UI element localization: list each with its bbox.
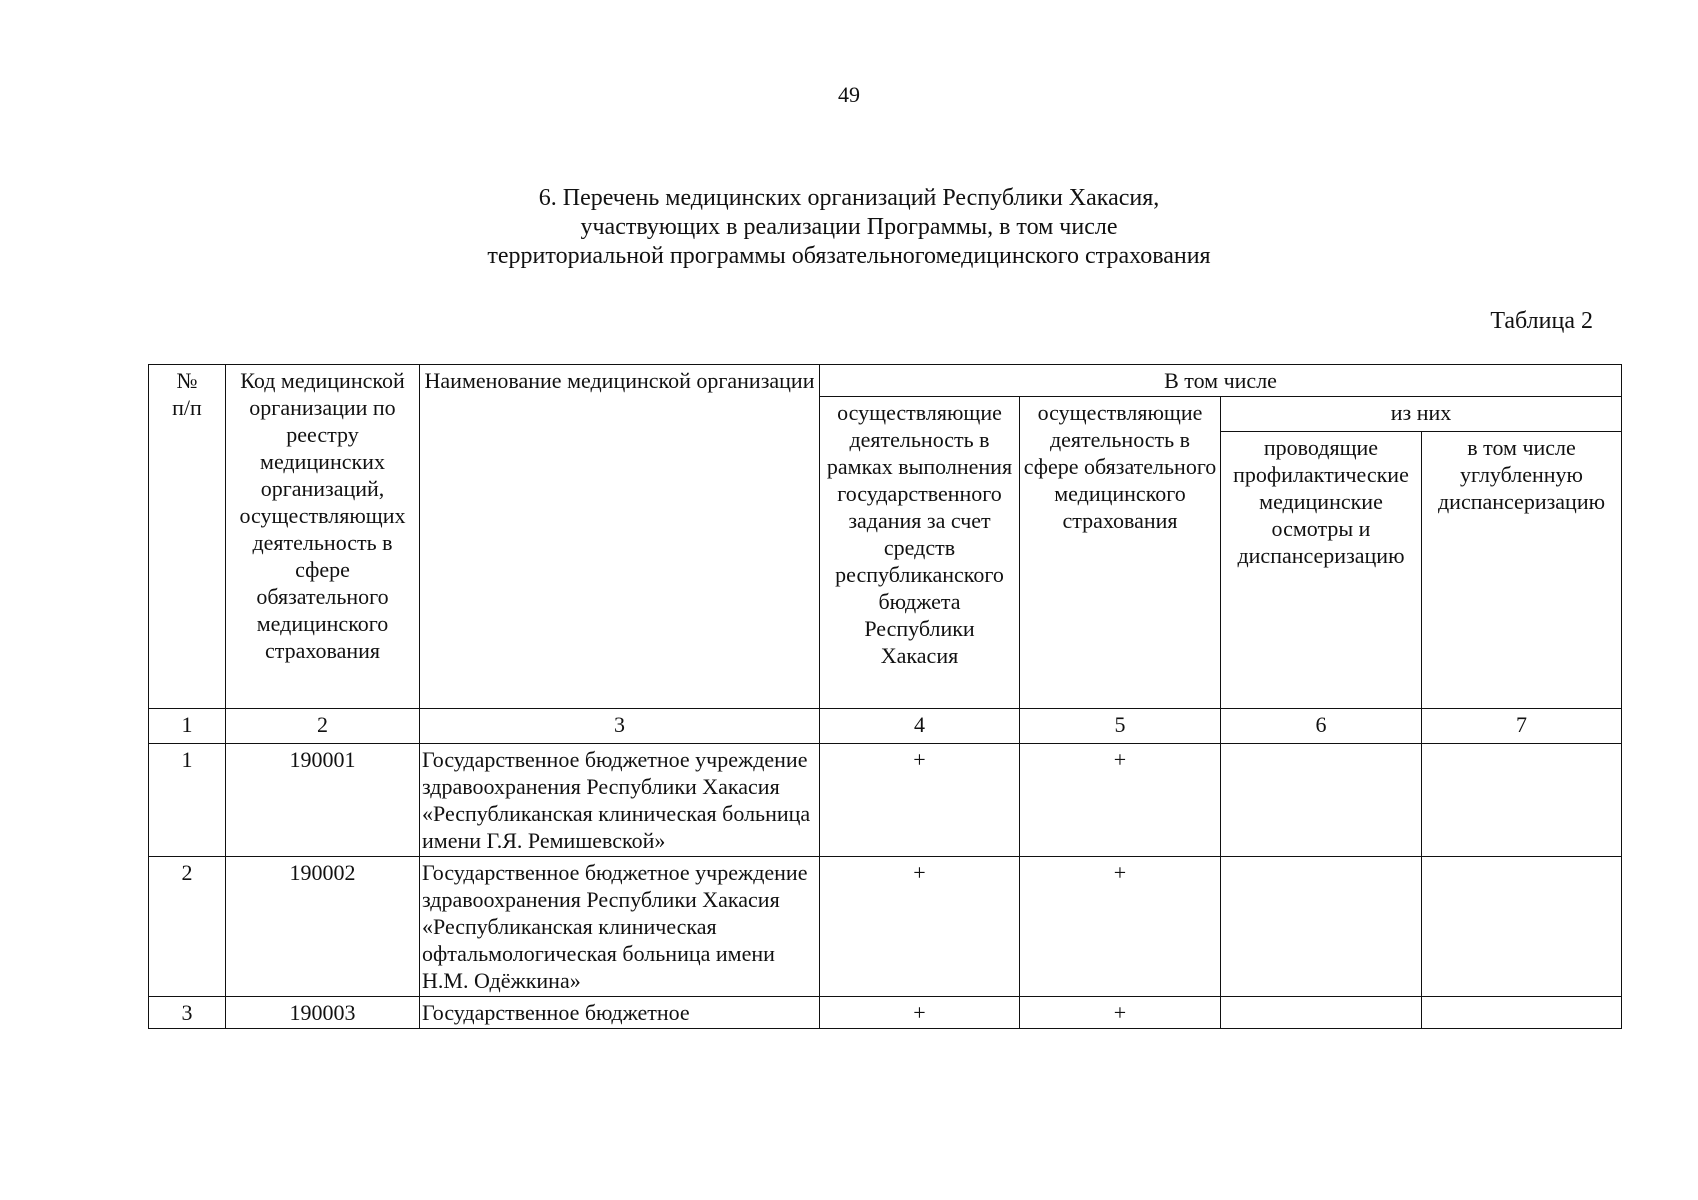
header-name: Наименование медицинской организации: [420, 365, 820, 709]
row-preventive-mark: [1221, 997, 1422, 1029]
table-row: [149, 857, 1622, 997]
column-number-7: 7: [1422, 709, 1622, 744]
row-num: 2: [149, 857, 226, 997]
header-oms: осуществляющие деятельность в сфере обязательного медицинского страхования: [1020, 397, 1221, 709]
header-in-depth-dispensary: в том числе углубленную диспансеризацию: [1422, 432, 1622, 709]
column-number-1: 1: [149, 709, 226, 744]
organizations-table: [148, 364, 1622, 1029]
header-preventive-exams: проводящие профилактические медицинские осмотры и диспансеризацию: [1221, 432, 1422, 709]
row-state-assignment-mark: +: [820, 744, 1020, 857]
row-code: 190003: [226, 997, 420, 1029]
row-num: 3: [149, 997, 226, 1029]
row-code: 190002: [226, 857, 420, 997]
row-code: 190001: [226, 744, 420, 857]
row-num: 1: [149, 744, 226, 857]
column-number-6: 6: [1221, 709, 1422, 744]
row-state-assignment-mark: +: [820, 857, 1020, 997]
header-code: Код медицинской организации по реестру медицинских организаций, осуществляющих деятельность в сфере обязательного медицинского страхования: [226, 365, 420, 709]
table-label: Таблица 2: [1490, 308, 1593, 334]
row-oms-mark: +: [1020, 857, 1221, 997]
header-state-assignment: осуществляющие деятельность в рамках выполнения государственного задания за счет средств республиканского бюджета Республики Хакасия: [820, 397, 1020, 709]
document-title: [0, 184, 1698, 271]
column-number-3: 3: [420, 709, 820, 744]
table-row: [149, 997, 1622, 1029]
row-oms-mark: +: [1020, 997, 1221, 1029]
column-number-row: [149, 709, 1622, 744]
column-number-5: 5: [1020, 709, 1221, 744]
row-in-depth-mark: [1422, 857, 1622, 997]
header-subgroup-of-them: из них: [1221, 397, 1622, 432]
title-line-2: участвующих в реализации Программы, в том числе: [580, 214, 1118, 240]
row-org-name: Государственное бюджетное учреждение здравоохранения Республики Хакасия «Республиканская клиническая офтальмологическая больница имени Н.М. Одёжкина»: [420, 857, 820, 997]
title-line-1: 6. Перечень медицинских организаций Республики Хакасия,: [538, 185, 1160, 211]
column-number-2: 2: [226, 709, 420, 744]
row-oms-mark: +: [1020, 744, 1221, 857]
row-org-name: Государственное бюджетное: [420, 997, 820, 1029]
header-num: № п/п: [149, 365, 226, 709]
column-number-4: 4: [820, 709, 1020, 744]
row-preventive-mark: [1221, 857, 1422, 997]
title-line-3: территориальной программы обязательногомедицинского страхования: [487, 243, 1211, 269]
row-org-name: Государственное бюджетное учреждение здравоохранения Республики Хакасия «Республиканская клиническая больница имени Г.Я. Ремишевской»: [420, 744, 820, 857]
row-in-depth-mark: [1422, 997, 1622, 1029]
row-in-depth-mark: [1422, 744, 1622, 857]
table-row: [149, 744, 1622, 857]
row-state-assignment-mark: +: [820, 997, 1020, 1029]
page-number: 49: [838, 82, 860, 107]
header-group-including: В том числе: [820, 365, 1622, 397]
row-preventive-mark: [1221, 744, 1422, 857]
